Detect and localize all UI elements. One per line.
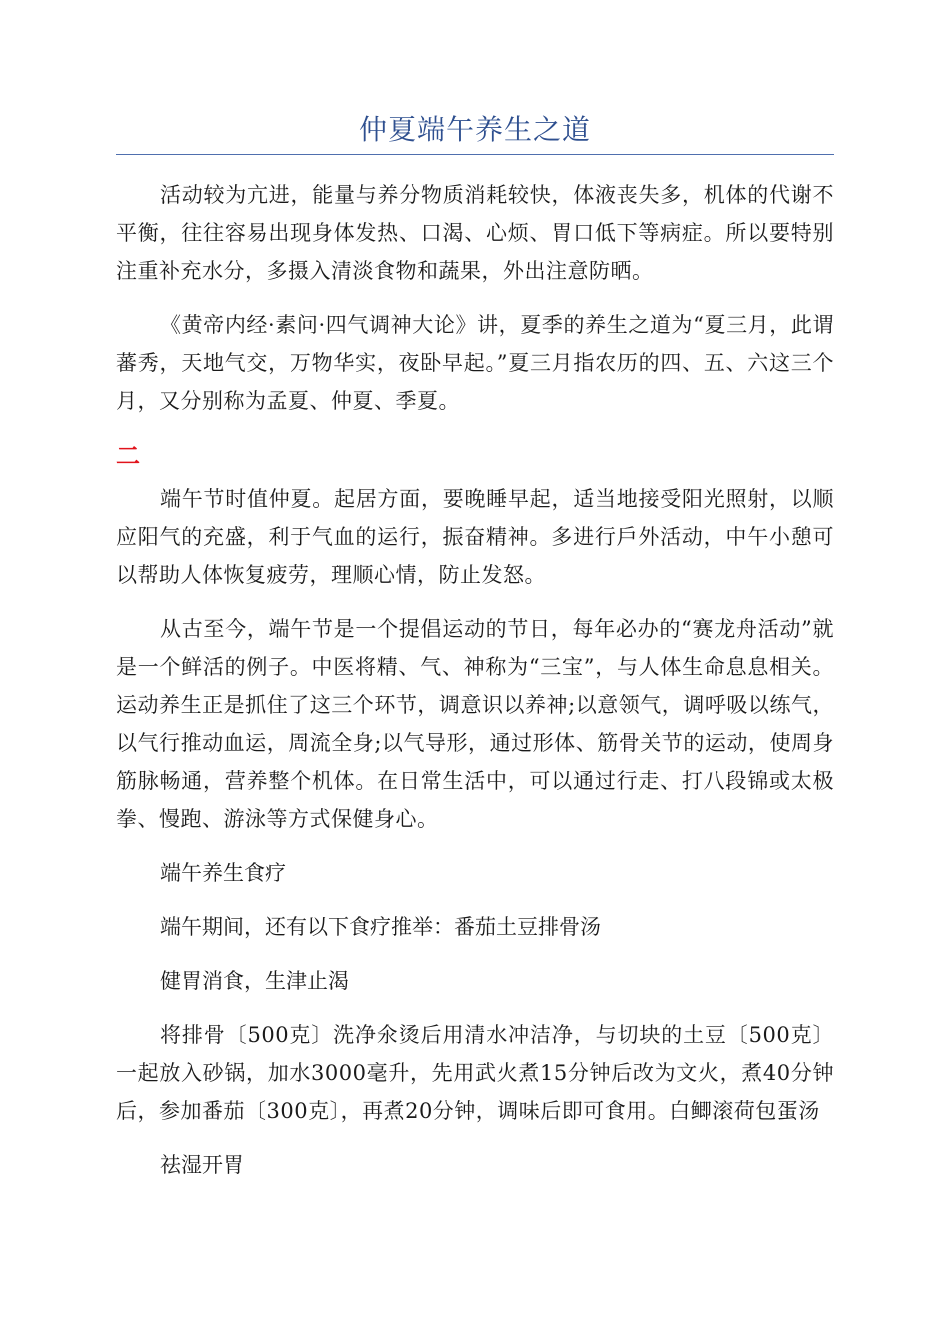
document-title: 仲夏端午养生之道 <box>358 113 591 146</box>
recipe-paragraph: 将排骨〔500克〕洗净氽烫后用清水冲洁净，与切块的土豆〔500克〕一起放入砂锅，加水3000毫升，先用武火煮15分钟后改为文火，煮40分钟后，参加番茄〔300克〕，再煮20分钟，调味后即可食用。白鲫滚荷包蛋汤 <box>116 1023 834 1123</box>
food-heading: 端午养生食疗 <box>160 861 286 885</box>
paragraph: 从古至今，端午节是一个提倡运动的节日，每年必办的“赛龙舟活动”就是一个鲜活的例子。中医将精、气、神称为“三宝”，与人体生命息息相关。运动养生正是抓住了这三个环节，调意识以养神;以意领气，调呼吸以练气，以气行推动血运，周流全身;以气导形，通过形体、筋骨关节的运动，使周身筋脉畅通，营养整个机体。在日常生活中，可以通过行走、打八段锦或太极拳、慢跑、游泳等方式保健身心。 <box>116 617 834 831</box>
recipe-effect: 健胃消食，生津止渴 <box>160 969 349 993</box>
paragraph: 端午节时值仲夏。起居方面，要晚睡早起，适当地接受阳光照射，以顺应阳气的充盛，利于气血的运行，振奋精神。多进行戶外活动，中午小憩可以帮助人体恢复疲劳，理顺心情，防止发怒。 <box>116 487 834 587</box>
recipe-effect: 祛湿开胃 <box>160 1153 244 1177</box>
title-underline <box>116 154 834 155</box>
section-number: 二 <box>116 441 140 470</box>
food-intro: 端午期间，还有以下食疗推举：番茄土豆排骨汤 <box>160 915 601 939</box>
paragraph: 活动较为亢进，能量与养分物质消耗较快，体液丧失多，机体的代谢不平衡，往往容易出现身体发热、口渴、心烦、胃口低下等病症。所以要特别注重补充水分，多摄入清淡食物和蔬果，外出注意防晒。 <box>116 183 834 283</box>
document-body <box>116 176 834 1200</box>
paragraph: 《黄帝内经·素问·四气调神大论》讲，夏季的养生之道为“夏三月，此谓蕃秀，天地气交，万物华实，夜卧早起。”夏三月指农历的四、五、六这三个月，又分别称为孟夏、仲夏、季夏。 <box>116 313 834 413</box>
